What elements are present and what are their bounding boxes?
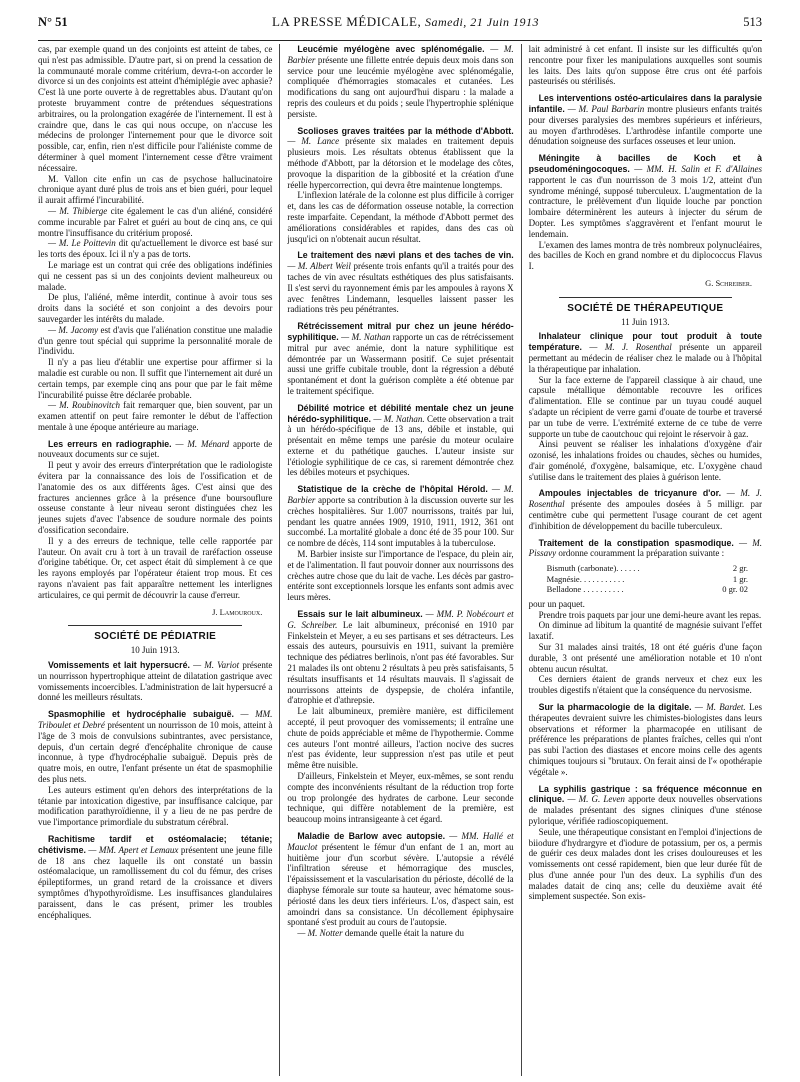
paragraph: De plus, l'aliéné, même interdit, continue à avoir tous ses droits dans la société et son conjoint a des devoirs pour sauvegarder les intérêts du malade. — [38, 292, 273, 324]
section-title: Inhalateur clinique pour tout produit à toute température. — [528, 331, 762, 353]
section-title: Ampoules injectables de tricyanure d'or. — [538, 488, 722, 499]
section-title: Spasmophilie et hydrocéphalie subaiguë. — [48, 709, 234, 720]
paragraph — [287, 928, 513, 939]
divider — [68, 625, 242, 626]
column-3 — [521, 44, 762, 1076]
section-title: La syphilis gastrique : sa fréquence méconnue en clinique. — [528, 783, 762, 805]
speaker-name: — MM. P. Nobécourt et G. Schreiber. — [287, 609, 514, 630]
paragraph: Prendre trois paquets par jour une demi-heure avant les repas. — [538, 609, 762, 620]
paragraph-text: montre plusieurs enfants traités pour diverses paralysies des membres supérieurs et inférieurs, au moyen d'arthrodèses. L'arthrodèse infantile comporte une dénudation soigneuse des surfaces osseuses et leur union. — [528, 103, 762, 147]
paragraph: L'examen des lames montra de très nombreux polynucléaires, des bacilles de Koch en grand nombre et du diplococcus Flavus I. — [528, 239, 762, 272]
section-paragraph — [287, 403, 513, 479]
society-date: 11 Juin 1913. — [621, 316, 670, 327]
speaker-name: — MM. H. Salin et F. d'Allaines — [629, 163, 762, 174]
ingredient: Belladone . . . . . . . . . . — [546, 584, 624, 595]
society-title: SOCIÉTÉ DE PÉDIATRIE — [94, 631, 217, 643]
section-paragraph — [529, 784, 762, 827]
section-paragraph — [38, 660, 272, 703]
paragraph-text: rapporte un cas de rétrécissement mitral pur avec anémie, dont la nature syphilitique est démontrée par un Wassermann positif. Ce sujet présentait aussi une griffe cubitale trouble, dont la régression a débuté spontanément et dont la guérison complète a été obtenue par le traitement spécifique. — [287, 331, 514, 396]
paragraph — [38, 206, 272, 238]
section-paragraph — [529, 488, 762, 531]
section-title: Scolioses graves traitées par la méthode d'Abbott. — [297, 125, 514, 136]
page-header — [38, 14, 762, 41]
speaker-name: — M. Jacomy — [48, 324, 99, 335]
speaker-name: — MM. Hallé et Mauclot — [287, 830, 514, 852]
paragraph-text: Le lait albumineux, préconisé en 1910 par Finkelstein et Meyer, a eu ses partisans et ses détracteurs. Les essais des auteurs, poursuivis en 1911, suivant la première technique des pédiatres berlinois, n'ont pas été favorables. Sur 21 malades ils ont obtenu 2 résultats à peu près satisfaisants, 5 résultats insuffisants et 14 résultats mauvais. Il s'agissait de nourrissons atteints de dyspepsie, de choléra infantile, d'atrophie et d'athrepsie. — [287, 619, 514, 706]
section-paragraph — [287, 484, 513, 549]
section-paragraph — [529, 93, 762, 147]
paragraph: Les auteurs estiment qu'en dehors des interprétations de la tétanie par intoxication digestive, par insuffisance calcique, par modification parathyroïdienne, il y a lieu de ne pas perdre de vue l'importance primordiale du substratum cérébral. — [38, 784, 273, 828]
paragraph-text: apporte de nouveaux documents sur ce sujet. — [38, 438, 273, 460]
section-title: Débilité motrice et débilité mentale chez un jeune hérédo-syphilitique. — [287, 402, 514, 424]
paragraph: Le lait albumineux, première manière, est difficilement accepté, il peut provoquer des vomissements; il entraîne une chute de poids appréciable et même de l'hypothermie. Comme ces auteurs l'ont montré ailleurs, l'action nocive des sucres n'est pas évidente, leur suppression n'est pas utile et peut même être nuisible. — [287, 706, 514, 771]
prescription — [547, 563, 762, 595]
paragraph-text: est d'avis que l'aliénation constitue une maladie d'un genre tout spécial qui supprime la personnalité morale de l'individu. — [38, 324, 273, 357]
speaker-name: — M. Barbier — [287, 484, 514, 506]
dose: 1 gr. — [732, 573, 748, 584]
paragraph-text: présente un appareil permettant au médecin de réaliser chez le malade ou à l'hôpital la thérapeutique par inhalation. — [528, 342, 762, 374]
speaker-name: — M. Barbier — [287, 44, 514, 65]
paragraph-text: demande quelle était la nature du — [342, 928, 465, 939]
paragraph: Sur 31 malades ainsi traités, 18 ont été guéris d'une façon durable, 3 ont présenté une amélioration notable et 10 n'ont obtenu aucun résultat. — [528, 641, 762, 674]
section-paragraph — [287, 44, 513, 120]
speaker-name: — M. Variot — [189, 660, 240, 671]
section-paragraph — [529, 331, 762, 374]
paragraph-text: ordonne couramment la préparation suivante : — [556, 548, 725, 559]
speaker-name: — M. Roubinovitch — [48, 400, 120, 411]
society-title: SOCIÉTÉ DE THÉRAPEUTIQUE — [567, 302, 724, 314]
issue-number: N° 51 — [38, 15, 68, 29]
paragraph: M. Barbier insiste sur l'importance de l'espace, du plein air, et de l'alimentation. Il faut pouvoir donner aux nourrissons des crèches autre chose que du lait de vache. Les décès par gastro-entérite sont exceptionnels lorsque les enfants sont admis avec leurs mères. — [287, 549, 514, 603]
section-paragraph — [529, 702, 762, 778]
speaker-name: — M. J. Rosenthal — [581, 342, 672, 353]
section-title: Essais sur le lait albumineux. — [297, 609, 423, 620]
speaker-name: — M. Nathan — [338, 331, 391, 342]
paragraph-text: présentent un nourrisson de 10 mois, atteint à l'âge de 3 mois de convulsions subintrantes, avec persistance, depuis, d'un certain degré d'encéphalite chronique de cause inconnue, à type d'hydrocéphalie subaiguë. Depuis près de quatre mois, en outre, l'enfant présente un état de spasmophilie des plus nets. — [38, 720, 273, 784]
section-paragraph — [529, 538, 762, 560]
speaker-name: — M. Notter — [297, 928, 343, 939]
speaker-name: — M. Albert Weil — [287, 261, 351, 272]
speaker-name: — M. Thibierge — [48, 205, 108, 216]
section-paragraph — [287, 831, 513, 928]
paragraph-text: Les thérapeutes devraient suivre les chimistes-biologistes dans leurs observations et réformer la pharmacopée en utilisant de préférence les préparations de plantes fraîches, celles qui n'ont pas subi l'action des diastases et encore moins celle des agents chimiques toujours si "brutaux. On ferait ainsi de l'« opothérapie végétale ». — [528, 701, 762, 777]
section-paragraph — [38, 709, 272, 785]
paragraph: Le mariage est un contrat qui crée des obligations indéfinies qui ne cessent pas si un des conjoints devient malheureux ou malade. — [38, 259, 273, 292]
section-paragraph — [38, 834, 272, 920]
paragraph-text: Cette observation a trait à un hérédo-spécifique de 13 ans, débile et instable, qui présentait en même temps une parésie du moteur oculaire externe et du pathétique gauches. L'auteur insiste sur l'étiologie syphilitique de ce cas, si rarement démontrée chez les débiles moteurs et psychiques. — [287, 413, 514, 478]
divider — [559, 297, 732, 298]
ingredient: Bismuth (carbonate). . . . . . — [546, 563, 640, 574]
speaker-name: — M. Le Poittevin — [48, 238, 116, 249]
paragraph: pour un paquet. — [528, 598, 585, 609]
speaker-name: — M. Nathan. — [370, 413, 425, 424]
article-columns — [38, 44, 762, 1076]
section-title: Traitement de la constipation spasmodique. — [538, 537, 734, 548]
speaker-name: — M. G. Leven — [564, 794, 625, 805]
author-signature: J. Lamouroux. — [212, 606, 263, 617]
section-paragraph — [287, 609, 513, 706]
paragraph-text: rapportent le cas d'un nourrisson de 3 mois 1/2, atteint d'un syndrome méningé, supposé tuberculeux. L'augmentation de la contracture, le prélèvement d'un liquide louche par ponction lombaire déterminèrent les auteurs à injecter du sérum de Dopter. Les symptômes s'aggravèrent et l'enfant mourut le lendemain. — [528, 174, 762, 239]
speaker-name: — M. Bardet. — [691, 701, 746, 712]
prescription-line — [547, 574, 762, 585]
paragraph: Seule, une thérapeutique consistant en l'emploi d'injections de biiodure d'hydrargyre et d'iodure de potassium, per os, a permis de guérir ces deux malades dont les crises douloureuses et les vomissements ont cessé rapidement, bien que leur durée fût de plus d'une année pour l'un des deux. La syphilis d'un des malades datait de cinq ans; celle du deuxième avait été simplement suspectée. Son exis- — [528, 826, 762, 902]
paragraph: D'ailleurs, Finkelstein et Meyer, eux-mêmes, se sont rendu compte des inconvénients résultant de la réduction trop forte ou trop prolongée des hydrates de carbone. Leur seconde technique, qui diffère notablement de la première, est beaucoup moins intransigeante à cet égard. — [287, 771, 514, 825]
section-title: Les erreurs en radiographie. — [48, 438, 172, 449]
paragraph-text: présente des ampoules dosées à 5 milligr. par centimètre cube qui permettent l'usage courant de cet agent d'inhibition de développement du bacille tuberculeux. — [528, 499, 762, 531]
section-title: Vomissements et lait hypersucré. — [48, 660, 190, 671]
speaker-name: — M. Ménard — [171, 438, 230, 449]
section-title: Sur la pharmacologie de la digitale. — [538, 701, 692, 712]
column-2 — [279, 44, 520, 1076]
paragraph: L'inflexion latérale de la colonne est plus difficile à corriger et, dans les cas de déformation osseuse notable, la correction reste imparfaite. Cependant, la méthode d'Abbott permet des améliorations considérables et rapides, dans des cas où jusqu'ici on n'obtenait aucun résultat. — [287, 190, 514, 244]
paragraph — [38, 238, 272, 260]
paragraph: On diminue ad libitum la quantité de magnésie suivant l'effet laxatif. — [528, 620, 762, 642]
speaker-name: — M. J. Rosenthal — [528, 488, 762, 510]
paragraph: Il peut y avoir des erreurs d'interprétation que le radiologiste évitera par la connaissance des lois de l'ossification et de l'anatomie des os aux différents âges. C'est ainsi que des fractures anciennes grâce à la présence d'une boursouflure osseuse constante à leur niveau seront distinguées chez les jeunes sujets d'avec l'absence de soudure normale des points d'ossification secondaire. — [38, 460, 273, 536]
section-paragraph — [287, 250, 513, 315]
dose: 0 gr. 02 — [722, 584, 748, 595]
speaker-name: — MM. Apert et Lemaux — [85, 844, 179, 855]
paragraph-text: apporte deux nouvelles observations de malades présentant des signes cliniques d'une sténose pylorique, vérifiée radioscopiquement. — [528, 794, 762, 826]
ingredient: Magnésie. . . . . . . . . . . — [546, 573, 625, 584]
section-paragraph — [38, 439, 272, 461]
section-title: Rachitisme tardif et ostéomalacie; tétanie; chétivisme. — [38, 833, 273, 855]
section-title: Leucémie myélogène avec splénomégalie. — [297, 44, 485, 54]
section-paragraph — [287, 126, 513, 191]
paragraph-text: apporte sa contribution à la discussion ouverte sur les crèches hospitalières. Sur 1.007 nourrissons, traités par lui, pendant les quatre années 1909, 1910, 1911, 1912, 361 ont succombé. La mortalité globale a donc été de 35 pour 100. Sur ce nombre de décès, 114 sont imputables à la tuberculose. — [287, 495, 514, 549]
speaker-name: — M. Pissavy — [528, 537, 762, 559]
paragraph-text: présentent le fémur d'un enfant de 1 an, mort au huitième jour d'un scorbut sévère. L'autopsie a révélé l'infiltration séreuse et hémorragique des muscles, l'épaississement et la vascularisation du périoste, décollé de la diaphyse fémorale sur toute sa hauteur, avec hématome sous-périosté dans les deux tiers inférieurs. L'os, d'aspect sain, est amoindri dans sa consistance. Un décollement épiphysaire spontané s'est produit au cours de l'autopsie. — [287, 841, 514, 928]
paragraph-text: dit qu'actuellement le divorce est basé sur les torts des époux. Ici il n'y a pas de torts. — [38, 238, 273, 260]
column-1 — [38, 44, 279, 1076]
dose: 2 gr. — [732, 563, 748, 574]
section-title: Méningite à bacilles de Koch et à pseudoméningocoques. — [528, 153, 762, 174]
prescription-line — [547, 563, 762, 574]
paragraph-text: présente trois enfants qu'il a traités pour des taches de vin avec résultats esthétiques des plus satisfaisants. Il s'est servi du rayonnement émis par les ampoules à rayons X avec fenêtres Lindemann, lesquelles laissent passer les radiations très peu pénétrantes. — [287, 261, 514, 315]
prescription-line — [547, 584, 762, 595]
paragraph: Il y a des erreurs de technique, telle celle rapportée par l'auteur. On avait cru à tort à un travail de raréfaction osseuse d'origine tabétique. Or, cet aspect était dû simplement à ce que les rayons employés par l'opérateur étaient trop mous. Et ces rayons n'avaient pas fait apparaître nettement les interlignes articulaires, ce qui permit de découvrir la cause d'erreur. — [38, 535, 273, 600]
author-signature: G. Schreiber. — [705, 277, 752, 288]
paragraph-text: fait remarquer que, bien souvent, par un examen attentif on peut faire remonter le début de l'affection mentale à une époque antérieure au mariage. — [38, 400, 273, 432]
speaker-name: — M. Lance — [287, 136, 340, 147]
issue-date: Samedi, 21 Juin 1913 — [424, 15, 539, 29]
paragraph: Ainsi peuvent se réaliser les inhalations d'oxygène d'air ozonisé, les inhalations froides ou chaudes, sèches ou humides, d'air goménolé, d'oxygène, balsamique, etc. L'oxygène chaud s'utilise dans le traitement des plaies à guérison lente. — [528, 439, 762, 482]
paragraph — [38, 325, 272, 357]
section-title: Maladie de Barlow avec autopsie. — [297, 830, 446, 841]
journal-title — [272, 14, 539, 30]
paragraph-text: cite également le cas d'un aliéné, considéré comme incurable par Falret et guéri au bout de cinq ans, ce qui montre l'insuffisance du critérium proposé. — [38, 205, 273, 238]
section-title: Les interventions ostéo-articulaires dans la paralysie infantile. — [528, 93, 762, 114]
paragraph-text: présentent une jeune fille de 18 ans chez laquelle ils ont constaté un bassin ostéomalacique, un ramollissement du col du fémur, des crises épileptiformes, un grand retard de la croissance et divers symptômes d'hypothyroïdisme. Les insuffisances glandulaires paraissent, dans le cas présent, primer les troubles encéphaliques. — [38, 844, 273, 920]
page-number: 513 — [743, 15, 762, 29]
paragraph-text: présente six malades en traitement depuis plusieurs mois. Les résultats obtenus établissent que la méthode d'Abbott, par la détorsion et le modelage des côtes, provoque la disparition de la gibbosité et la création d'une réelle hypercorrection, qui devra être maintenue longtemps. — [287, 136, 514, 190]
section-title: Statistique de la crèche de l'hôpital Hérold. — [297, 484, 488, 495]
speaker-name: — M. Paul Barbarin — [564, 103, 645, 114]
paragraph: lait administré à cet enfant. Il insiste sur les difficultés qu'on rencontre pour fixer les manipulations auxquelles sont soumis les laits. Des laits qu'on suppose être crus ont été parfois pasteurisés ou stérilisés. — [528, 44, 762, 87]
paragraph — [38, 400, 272, 432]
paragraph-text: présente un nourrisson hypertrophique atteint de dilatation gastrique avec vomissements incoercibles. L'administration de lait hypersucré a donné les meilleurs résultats. — [38, 660, 273, 703]
society-date: 10 Juin 1913. — [130, 645, 180, 656]
paragraph: Il n'y a pas lieu d'établir une expertise pour affirmer si la maladie est curable ou non. Il suffit que l'internement ait duré un certain temps, par exemple cinq ans pour que par le fait même l'incurabilité puisse être déclarée probable. — [38, 357, 273, 400]
paragraph: M. Vallon cite enfin un cas de psychose hallucinatoire chronique ayant duré plus de trois ans et bien guéri, pour lequel il aurait affirmé l'incurabilité. — [38, 173, 273, 206]
section-title: Le traitement des nævi plans et des taches de vin. — [297, 250, 514, 261]
paragraph: Ces derniers étaient de grands nerveux et chez eux les troubles digestifs n'étaient que la conséquence du nervosisme. — [528, 674, 762, 696]
section-paragraph — [287, 321, 513, 397]
paragraph: Sur la face externe de l'appareil classique à air chaud, une capsule métallique démontable recouvre les orifices d'alimentation. Elle se continue par un tuyau coudé auquel s'adapte un récipient de verre garni d'ouate de tourbe et traversé par un tube de verre. L'extrémité externe de ce tube de verre supporte un tube de caoutchouc qui rejoint le réservoir à gaz. — [528, 374, 762, 439]
paragraph-text: présente une fillette entrée depuis deux mois dans son service pour une leucémie myélogène avec splénomégalie, compliquée d'hémorragies stomacales et cutanées. Les modifications du sang ont aujourd'hui disparu : la malade a repris des couleurs et du poids ; seule l'hypertrophie splénique persiste. — [287, 54, 514, 119]
section-title: Rétrécissement mitral pur chez un jeune hérédo-syphilitique. — [287, 321, 514, 342]
speaker-name: — MM. Triboulet et Debré — [38, 709, 273, 731]
section-paragraph — [529, 153, 762, 239]
journal-name: LA PRESSE MÉDICALE, — [271, 14, 422, 29]
paragraph: cas, par exemple quand un des conjoints est atteint de tabes, ce qui n'est pas admissible. D'autre part, si on prend la cessation de la communauté morale comme critérium, devra-t-on accorder le divorce si un des conjoints est atteint d'hémiplégie avec aphasie? C'est là une porte ouverte à de regrettables abus. D'autant qu'on proteste bruyamment contre de prétendues séquestrations arbitraires, ou la prolongation exagérée de l'internement. Il est à craindre que, dans le cas qui nous occupe, on n'accuse les médecins de prolonger l'internement pour que le divorce soit possible, car, enfin, rien n'est difficile pour l'aliéniste comme de déterminer à quel moment l'internement cesse d'être vraiment nécessaire. — [38, 44, 273, 173]
